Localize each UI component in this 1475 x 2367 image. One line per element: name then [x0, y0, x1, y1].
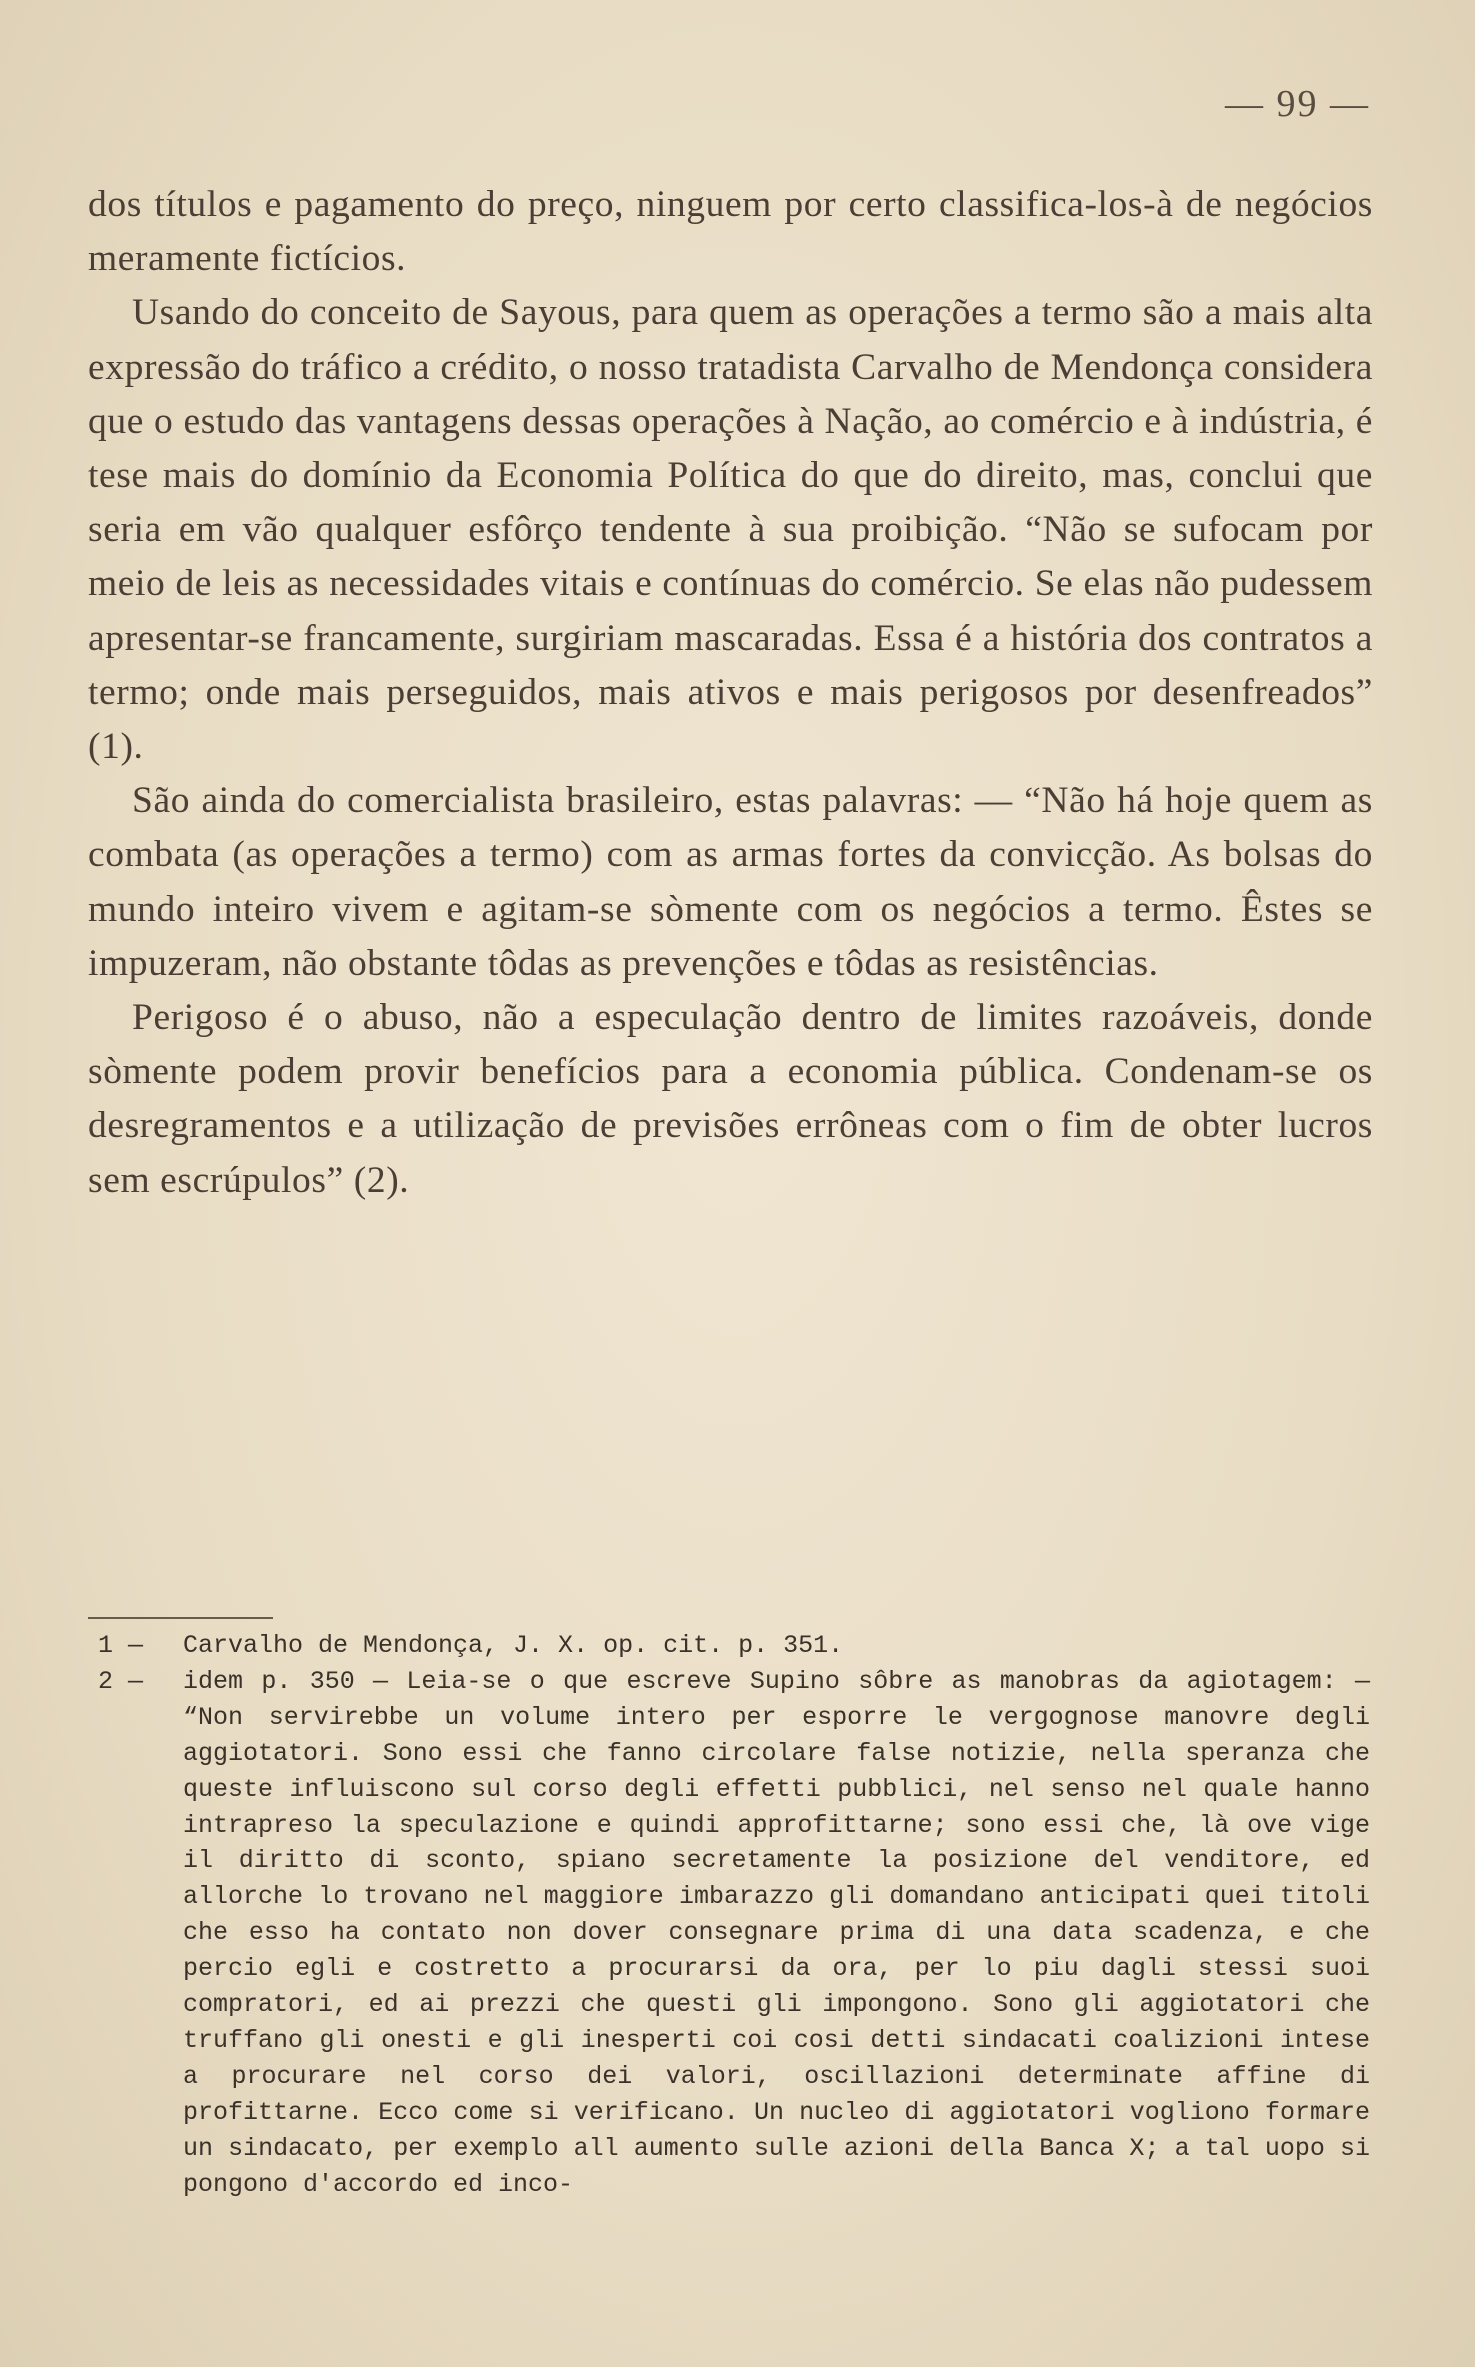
footnote-1	[98, 1628, 1370, 1664]
footnote-text: Carvalho de Mendonça, J. X. op. cit. p. 351.	[183, 1631, 844, 1660]
footnotes	[98, 1628, 1370, 2203]
footnote-text: idem p. 350 — Leia-se o que escreve Supino sôbre as manobras da agiotagem: — “Non servirebbe un volume intero per esporre le vergognose manovre degli aggiotatori. Sono essi che fanno circolare false notizie, nella speranza che queste influiscono sul corso degli effetti pubblici, nel senso nel quale hanno intrapreso la speculazione e quindi approfittarne; sono essi che, là ove vige il diritto di sconto, spiano secretamente la posizione del venditore, ed allorche lo trovano nel maggiore imbarazzo gli domandano anticipati quei titoli che esso ha contato non dover consegnare prima di una data scadenza, e che percio egli e costretto a procurarsi da ora, per lo piu dagli stessi suoi compratori, ed ai prezzi che questi gli impongono. Sono gli aggiotatori che truffano gli onesti e gli inesperti coi cosi detti sindacati coalizioni intese a procurare nel corso dei valori, oscillazioni determinate affine di profittarne. Ecco come si verificano. Un nucleo di aggiotatori vogliono formare un sindacato, per exemplo all aumento sulle azioni della Banca X; a tal uopo si pongono d'accordo ed inco-	[183, 1666, 1370, 2199]
footnote-number: 2 —	[98, 1666, 144, 1696]
page-number: — 99 —	[1225, 83, 1370, 125]
paragraph-comercialista: São ainda do comercialista brasileiro, estas palavras: — “Não há hoje quem as combata (as operações a termo) com as armas fortes da convicção. As bolsas do mundo inteiro vivem e agitam-se sòmente com os negócios a termo. Êstes se impuzeram, não obstante tôdas as prevenções e tôdas as resistências.	[88, 780, 1373, 984]
paragraph-continuation: dos títulos e pagamento do preço, ninguem por certo classifica-los-à de negócios meramente fictícios.	[88, 184, 1373, 280]
footnote-number: 1 —	[98, 1631, 144, 1660]
paragraph-perigoso: Perigoso é o abuso, não a especulação dentro de limites razoáveis, donde sòmente podem provir benefícios para a economia pública. Condenam-se os desregramentos e a utilização de previsões errôneas com o fim de obter lucros sem escrúpulos” (2).	[88, 997, 1373, 1201]
paragraph-sayous: Usando do conceito de Sayous, para quem as operações a termo são a mais alta expressão do tráfico a crédito, o nosso tratadista Carvalho de Mendonça considera que o estudo das vantagens dessas operações à Nação, ao comércio e à indústria, é tese mais do domínio da Economia Política do que do direito, mas, conclui que seria em vão qualquer esfôrço tendente à sua proibição. “Não se sufocam por meio de leis as necessidades vitais e contínuas do comércio. Se elas não pudessem apresentar-se francamente, surgiriam mascaradas. Essa é a história dos contratos a termo; onde mais perseguidos, mais ativos e mais perigosos por desenfreados” (1).	[88, 292, 1373, 768]
footnote-2	[98, 1664, 1370, 2203]
body-text	[88, 178, 1373, 1208]
footnote-separator	[88, 1617, 273, 1619]
